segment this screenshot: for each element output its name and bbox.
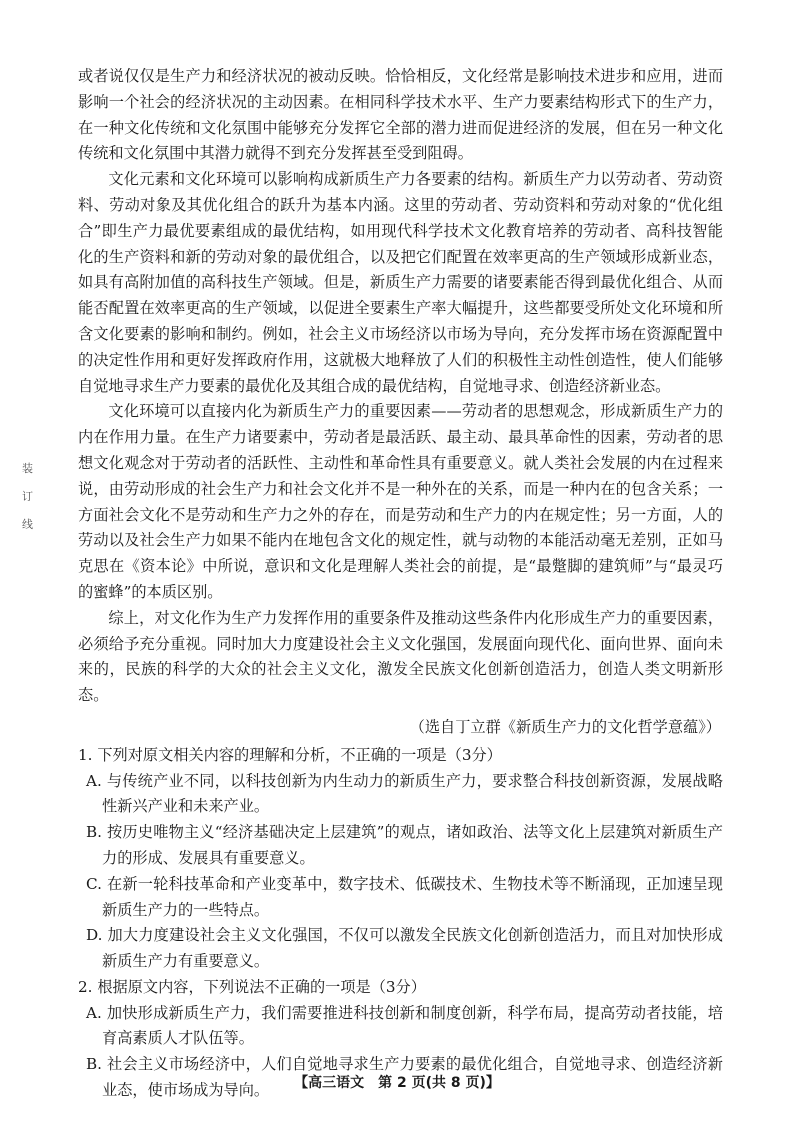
source-citation: （选自丁立群《新质生产力的文化哲学意蕴》） (409, 717, 721, 736)
page-footer: 【高三语文 第 2 页(共 8 页)】 (294, 1075, 500, 1091)
question-1-option-b: B. 按历史唯物主义“经济基础决定上层建筑”的观点，诸如政治、法等文化上层建筑对新质生产力的形成、发展具有重要意义。 (86, 823, 723, 867)
question-1 (78, 743, 723, 975)
question-1-stem: 1. 下列对原文相关内容的理解和分析，不正确的一项是（3分） (78, 745, 502, 764)
question-2-option-a: A. 加快形成新质生产力，我们需要推进科技创新和制度创新，科学布局，提高劳动者技能，培育高素质人才队伍等。 (86, 1003, 723, 1048)
paragraph-2: 文化元素和文化环境可以影响构成新质生产力各要素的结构。新质生产力以劳动者、劳动资料、劳动对象及其优化组合的跃升为基本内涵。这里的劳动者、劳动资料和劳动对象的“优化组合”即生产力最优要素组成的最优结构，如用现代科学技术文化教育培养的劳动者、高科技智能化的生产资料和新的劳动对象的最优组合，以及把它们配置在效率更高的生产领域形成新业态，如具有高附加值的高科技生产领域。但是，新质生产力需要的诸要素能否得到最优化组合、从而能否配置在效率更高的生产领域，以促进全要素生产率大幅提升，这些都要受所处文化环境和所含文化要素的影响和制约。例如，社会主义市场经济以市场为导向，充分发挥市场在资源配置中的决定性作用和更好发挥政府作用，这就极大地释放了人们的积极性主动性创造性，使人们能够自觉地寻求生产力要素的最优化及其组合成的最优结构，自觉地寻求、创造经济新业态。 (78, 170, 723, 395)
paragraph-1: 或者说仅仅是生产力和经济状况的被动反映。恰恰相反，文化经常是影响技术进步和应用，进而影响一个社会的经济状况的主动因素。在相同科学技术水平、生产力要素结构形式下的生产力，在一种文化传统和文化氛围中能够充分发挥它全部的潜力进而促进经济的发展，但在另一种文化传统和文化氛围中其潜力就得不到充分发挥甚至受到阻碍。 (78, 67, 723, 163)
document-page (78, 64, 723, 1104)
question-1-option-a: A. 与传统产业不同，以科技创新为内生动力的新质生产力，要求整合科技创新资源，发展战略性新兴产业和未来产业。 (86, 771, 723, 816)
paragraph-4: 综上，对文化作为生产力发挥作用的重要条件及推动这些条件内化形成生产力的重要因素，必须给予充分重视。同时加大力度建设社会主义文化强国，发展面向现代化、面向世界、面向未来的，民族的科学的大众的社会主义文化，激发全民族文化创新创造活力，创造人类文明新形态。 (78, 608, 723, 705)
question-2-stem: 2. 根据原文内容，下列说法不正确的一项是（3分） (78, 977, 426, 996)
question-1-option-d: D. 加大力度建设社会主义文化强国，不仅可以激发全民族文化创新创造活力，而且对加快形成新质生产力有重要意义。 (86, 926, 723, 971)
paragraph-3: 文化环境可以直接内化为新质生产力的重要因素——劳动者的思想观念，形成新质生产力的内在作用力量。在生产力诸要素中，劳动者是最活跃、最主动、最具革命性的因素，劳动者的思想文化观念对于劳动者的活跃性、主动性和革命性具有重要意义。就人类社会发展的内在过程来说，由劳动形成的社会生产力和社会文化并不是一种外在的关系，而是一种内在的包含关系；一方面社会文化不是劳动和生产力之外的存在，而是劳动和生产力的内在规定性；另一方面，人的劳动以及社会生产力如果不能内在地包含文化的规定性，就与动物的本能活动毫无差别，正如马克思在《资本论》中所说，意识和文化是理解人类社会的前提，是“最蹩脚的建筑师”与“最灵巧的蜜蜂”的本质区别。 (78, 402, 723, 601)
question-2-option-b: B. 社会主义市场经济中，人们自觉地寻求生产力要素的最优化组合，自觉地寻求、创造经济新业态，使市场成为导向。 (86, 1055, 723, 1100)
question-1-option-c: C. 在新一轮科技革命和产业变革中，数字技术、低碳技术、生物技术等不断涌现，正加速呈现新质生产力的一些特点。 (86, 874, 723, 919)
binding-line-mark: 装订线 (22, 462, 33, 531)
